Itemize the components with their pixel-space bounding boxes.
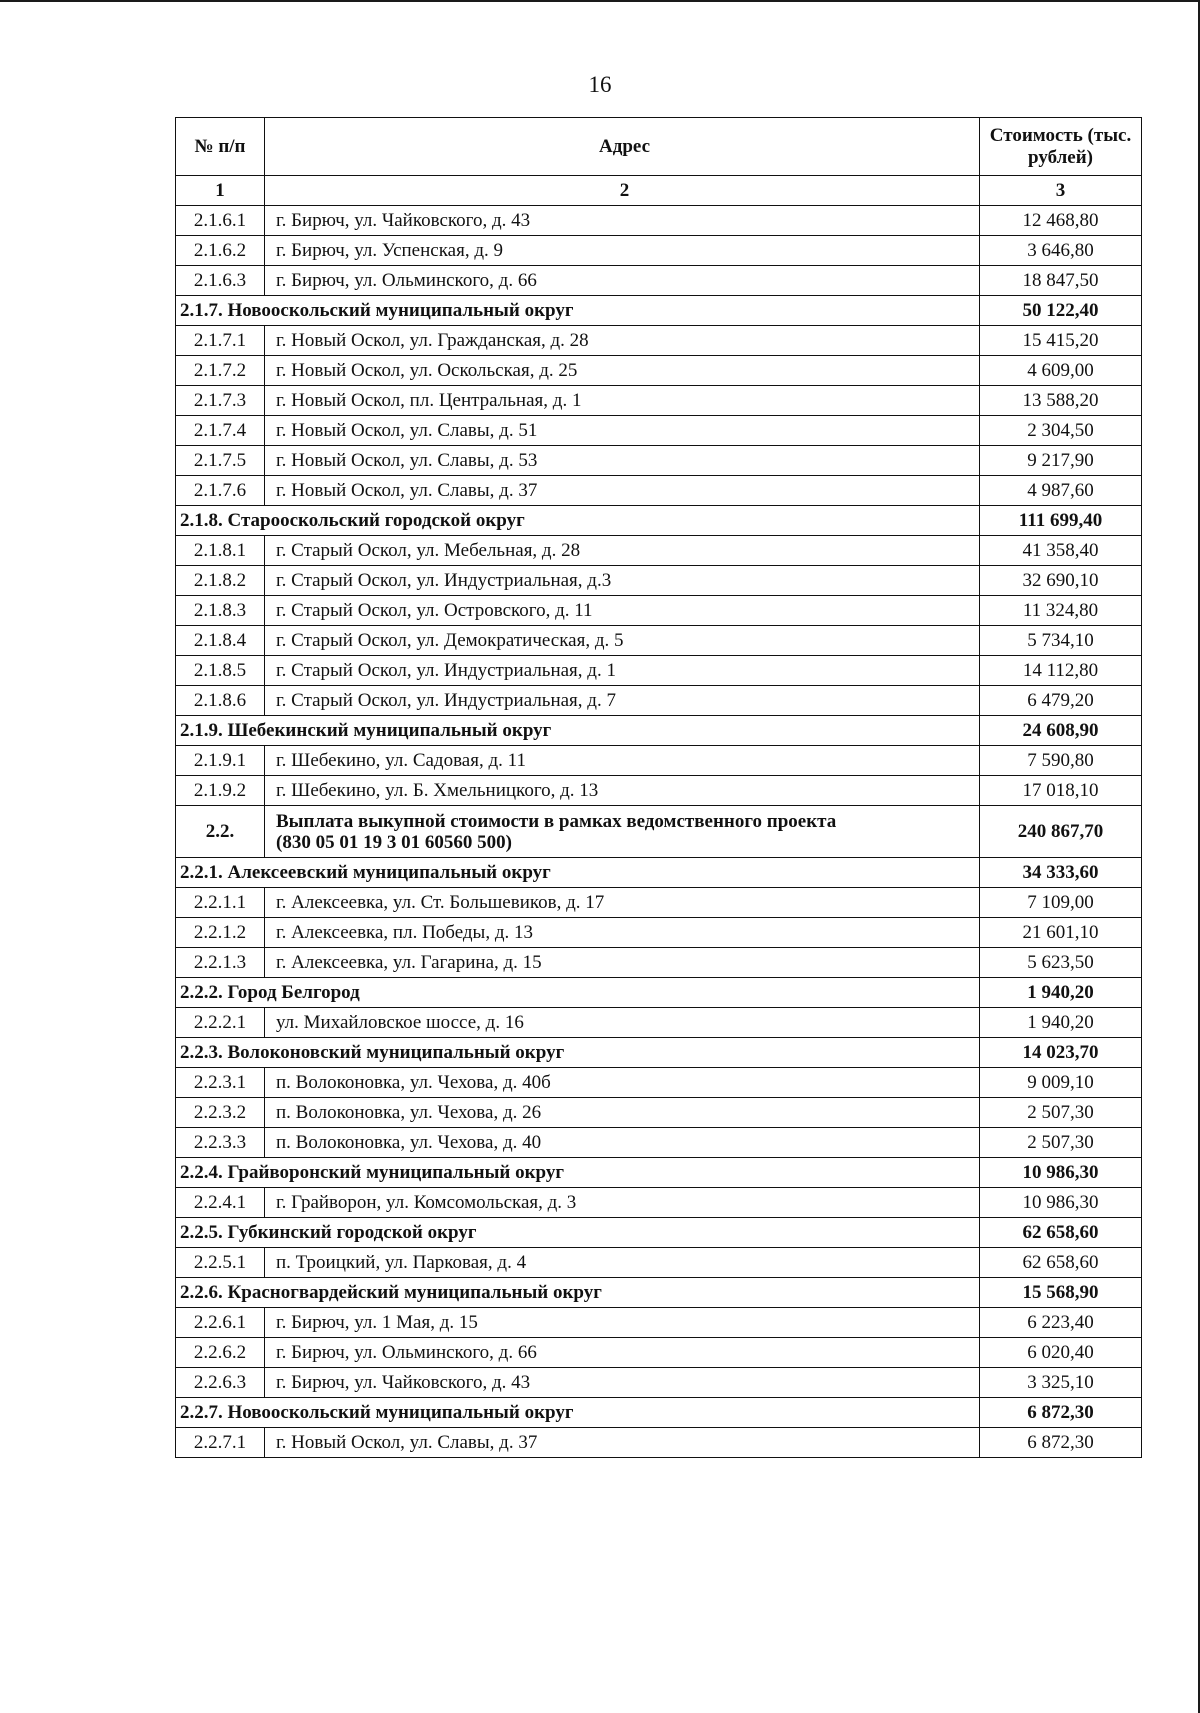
row-cost: 9 217,90 <box>980 446 1142 476</box>
row-address: п. Волоконовка, ул. Чехова, д. 40б <box>265 1068 980 1098</box>
district-name: 2.2.4. Грайворонский муниципальный округ <box>176 1158 980 1188</box>
page-number: 16 <box>588 72 612 97</box>
row-cost: 32 690,10 <box>980 566 1142 596</box>
row-address: ул. Михайловское шоссе, д. 16 <box>265 1008 980 1038</box>
row-address: п. Волоконовка, ул. Чехова, д. 26 <box>265 1098 980 1128</box>
row-number: 2.1.7.6 <box>176 476 265 506</box>
row-number: 2.1.8.1 <box>176 536 265 566</box>
row-number: 2.2.7.1 <box>176 1428 265 1458</box>
district-name: 2.1.8. Старооскольский городской округ <box>176 506 980 536</box>
row-cost: 41 358,40 <box>980 536 1142 566</box>
row-cost: 21 601,10 <box>980 918 1142 948</box>
table-row <box>176 356 1142 386</box>
column-number-row <box>176 176 1142 206</box>
district-name: 2.2.5. Губкинский городской округ <box>176 1218 980 1248</box>
row-number: 2.1.6.1 <box>176 206 265 236</box>
table-row <box>176 948 1142 978</box>
scan-border-top <box>0 0 1200 2</box>
section-title-cell <box>265 806 980 858</box>
row-address: г. Алексеевка, пл. Победы, д. 13 <box>265 918 980 948</box>
row-cost: 3 646,80 <box>980 236 1142 266</box>
row-address: г. Бирюч, ул. Ольминского, д. 66 <box>265 1338 980 1368</box>
row-number: 2.1.6.2 <box>176 236 265 266</box>
district-cost: 50 122,40 <box>980 296 1142 326</box>
row-number: 2.1.6.3 <box>176 266 265 296</box>
district-subtotal-row <box>176 1218 1142 1248</box>
row-cost: 4 987,60 <box>980 476 1142 506</box>
row-cost: 14 112,80 <box>980 656 1142 686</box>
row-number: 2.1.7.2 <box>176 356 265 386</box>
row-address: г. Алексеевка, ул. Гагарина, д. 15 <box>265 948 980 978</box>
table-row <box>176 1428 1142 1458</box>
district-subtotal-row <box>176 1278 1142 1308</box>
row-number: 2.2.5.1 <box>176 1248 265 1278</box>
table-header-row <box>176 118 1142 176</box>
row-cost: 18 847,50 <box>980 266 1142 296</box>
column-number-1: 1 <box>176 176 265 206</box>
row-number: 2.2.3.1 <box>176 1068 265 1098</box>
district-cost: 62 658,60 <box>980 1218 1142 1248</box>
row-address: г. Старый Оскол, ул. Индустриальная, д. 1 <box>265 656 980 686</box>
column-number-3: 3 <box>980 176 1142 206</box>
district-subtotal-row <box>176 978 1142 1008</box>
district-cost: 6 872,30 <box>980 1398 1142 1428</box>
table-row <box>176 626 1142 656</box>
row-number: 2.1.9.2 <box>176 776 265 806</box>
district-subtotal-row <box>176 716 1142 746</box>
row-address: г. Шебекино, ул. Б. Хмельницкого, д. 13 <box>265 776 980 806</box>
table-row <box>176 686 1142 716</box>
section-row <box>176 806 1142 858</box>
table-row <box>176 566 1142 596</box>
table-row <box>176 656 1142 686</box>
table-row <box>176 266 1142 296</box>
row-number: 2.1.8.5 <box>176 656 265 686</box>
row-address: г. Старый Оскол, ул. Мебельная, д. 28 <box>265 536 980 566</box>
row-cost: 2 304,50 <box>980 416 1142 446</box>
row-address: г. Старый Оскол, ул. Островского, д. 11 <box>265 596 980 626</box>
row-cost: 1 940,20 <box>980 1008 1142 1038</box>
district-subtotal-row <box>176 1158 1142 1188</box>
row-address: п. Троицкий, ул. Парковая, д. 4 <box>265 1248 980 1278</box>
section-title: Выплата выкупной стоимости в рамках ведомственного проекта <box>276 810 837 832</box>
table-row <box>176 776 1142 806</box>
row-number: 2.2.3.2 <box>176 1098 265 1128</box>
district-subtotal-row <box>176 1398 1142 1428</box>
district-subtotal-row <box>176 858 1142 888</box>
row-number: 2.1.9.1 <box>176 746 265 776</box>
header-number: № п/п <box>176 118 265 176</box>
row-cost: 2 507,30 <box>980 1128 1142 1158</box>
table-row <box>176 326 1142 356</box>
district-name: 2.2.1. Алексеевский муниципальный округ <box>176 858 980 888</box>
table-row <box>176 596 1142 626</box>
row-cost: 4 609,00 <box>980 356 1142 386</box>
row-address: г. Алексеевка, ул. Ст. Большевиков, д. 17 <box>265 888 980 918</box>
row-number: 2.2.1.3 <box>176 948 265 978</box>
table-row <box>176 1098 1142 1128</box>
row-cost: 3 325,10 <box>980 1368 1142 1398</box>
district-cost: 10 986,30 <box>980 1158 1142 1188</box>
row-number: 2.1.7.3 <box>176 386 265 416</box>
table-row <box>176 386 1142 416</box>
table-row <box>176 476 1142 506</box>
table-row <box>176 236 1142 266</box>
row-address: г. Грайворон, ул. Комсомольская, д. 3 <box>265 1188 980 1218</box>
district-name: 2.2.2. Город Белгород <box>176 978 980 1008</box>
district-subtotal-row <box>176 296 1142 326</box>
table-row <box>176 446 1142 476</box>
row-address: г. Новый Оскол, ул. Славы, д. 51 <box>265 416 980 446</box>
row-number: 2.2.2.1 <box>176 1008 265 1038</box>
row-cost: 5 734,10 <box>980 626 1142 656</box>
row-address: г. Шебекино, ул. Садовая, д. 11 <box>265 746 980 776</box>
section-cost: 240 867,70 <box>980 806 1142 858</box>
column-number-2: 2 <box>265 176 980 206</box>
row-cost: 6 479,20 <box>980 686 1142 716</box>
row-address: п. Волоконовка, ул. Чехова, д. 40 <box>265 1128 980 1158</box>
header-cost: Стоимость (тыс. рублей) <box>980 118 1142 176</box>
row-address: г. Старый Оскол, ул. Демократическая, д. 5 <box>265 626 980 656</box>
row-address: г. Новый Оскол, ул. Славы, д. 37 <box>265 1428 980 1458</box>
district-subtotal-row <box>176 506 1142 536</box>
district-cost: 15 568,90 <box>980 1278 1142 1308</box>
district-name: 2.1.9. Шебекинский муниципальный округ <box>176 716 980 746</box>
row-cost: 6 872,30 <box>980 1428 1142 1458</box>
row-cost: 9 009,10 <box>980 1068 1142 1098</box>
header-address: Адрес <box>265 118 980 176</box>
address-cost-table <box>175 117 1142 1458</box>
row-address: г. Старый Оскол, ул. Индустриальная, д.3 <box>265 566 980 596</box>
row-address: г. Бирюч, ул. Ольминского, д. 66 <box>265 266 980 296</box>
row-address: г. Бирюч, ул. Чайковского, д. 43 <box>265 206 980 236</box>
district-name: 2.2.3. Волоконовский муниципальный округ <box>176 1038 980 1068</box>
district-cost: 1 940,20 <box>980 978 1142 1008</box>
row-number: 2.1.8.3 <box>176 596 265 626</box>
row-address: г. Новый Оскол, ул. Гражданская, д. 28 <box>265 326 980 356</box>
row-number: 2.2.1.1 <box>176 888 265 918</box>
row-cost: 12 468,80 <box>980 206 1142 236</box>
table-row <box>176 536 1142 566</box>
section-number: 2.2. <box>176 806 265 858</box>
row-address: г. Новый Оскол, ул. Славы, д. 37 <box>265 476 980 506</box>
row-cost: 11 324,80 <box>980 596 1142 626</box>
row-number: 2.2.4.1 <box>176 1188 265 1218</box>
district-cost: 111 699,40 <box>980 506 1142 536</box>
row-address: г. Бирюч, ул. Успенская, д. 9 <box>265 236 980 266</box>
row-cost: 5 623,50 <box>980 948 1142 978</box>
row-cost: 15 415,20 <box>980 326 1142 356</box>
row-number: 2.2.6.3 <box>176 1368 265 1398</box>
row-address: г. Старый Оскол, ул. Индустриальная, д. 7 <box>265 686 980 716</box>
row-address: г. Новый Оскол, ул. Славы, д. 53 <box>265 446 980 476</box>
district-subtotal-row <box>176 1038 1142 1068</box>
table-row <box>176 918 1142 948</box>
table-row <box>176 1068 1142 1098</box>
district-cost: 14 023,70 <box>980 1038 1142 1068</box>
row-address: г. Новый Оскол, пл. Центральная, д. 1 <box>265 386 980 416</box>
row-cost: 6 223,40 <box>980 1308 1142 1338</box>
district-cost: 24 608,90 <box>980 716 1142 746</box>
row-address: г. Новый Оскол, ул. Оскольская, д. 25 <box>265 356 980 386</box>
table-row <box>176 1338 1142 1368</box>
row-number: 2.1.8.4 <box>176 626 265 656</box>
table-row <box>176 1368 1142 1398</box>
row-number: 2.1.8.2 <box>176 566 265 596</box>
row-cost: 13 588,20 <box>980 386 1142 416</box>
district-name: 2.2.7. Новооскольский муниципальный округ <box>176 1398 980 1428</box>
row-address: г. Бирюч, ул. Чайковского, д. 43 <box>265 1368 980 1398</box>
table-row <box>176 1308 1142 1338</box>
table-row <box>176 1248 1142 1278</box>
row-number: 2.2.6.1 <box>176 1308 265 1338</box>
table-row <box>176 1128 1142 1158</box>
row-cost: 6 020,40 <box>980 1338 1142 1368</box>
district-name: 2.2.6. Красногвардейский муниципальный округ <box>176 1278 980 1308</box>
row-number: 2.1.8.6 <box>176 686 265 716</box>
table-row <box>176 746 1142 776</box>
row-cost: 7 109,00 <box>980 888 1142 918</box>
row-cost: 7 590,80 <box>980 746 1142 776</box>
row-cost: 2 507,30 <box>980 1098 1142 1128</box>
table-row <box>176 1008 1142 1038</box>
row-cost: 17 018,10 <box>980 776 1142 806</box>
table-row <box>176 416 1142 446</box>
row-number: 2.1.7.5 <box>176 446 265 476</box>
row-cost: 10 986,30 <box>980 1188 1142 1218</box>
row-number: 2.2.6.2 <box>176 1338 265 1368</box>
row-number: 2.2.3.3 <box>176 1128 265 1158</box>
table-row <box>176 888 1142 918</box>
row-address: г. Бирюч, ул. 1 Мая, д. 15 <box>265 1308 980 1338</box>
district-name: 2.1.7. Новооскольский муниципальный округ <box>176 296 980 326</box>
section-budget-code: (830 05 01 19 3 01 60560 500) <box>276 831 512 853</box>
row-number: 2.2.1.2 <box>176 918 265 948</box>
district-cost: 34 333,60 <box>980 858 1142 888</box>
table-row <box>176 1188 1142 1218</box>
table-row <box>176 206 1142 236</box>
row-number: 2.1.7.4 <box>176 416 265 446</box>
row-cost: 62 658,60 <box>980 1248 1142 1278</box>
row-number: 2.1.7.1 <box>176 326 265 356</box>
